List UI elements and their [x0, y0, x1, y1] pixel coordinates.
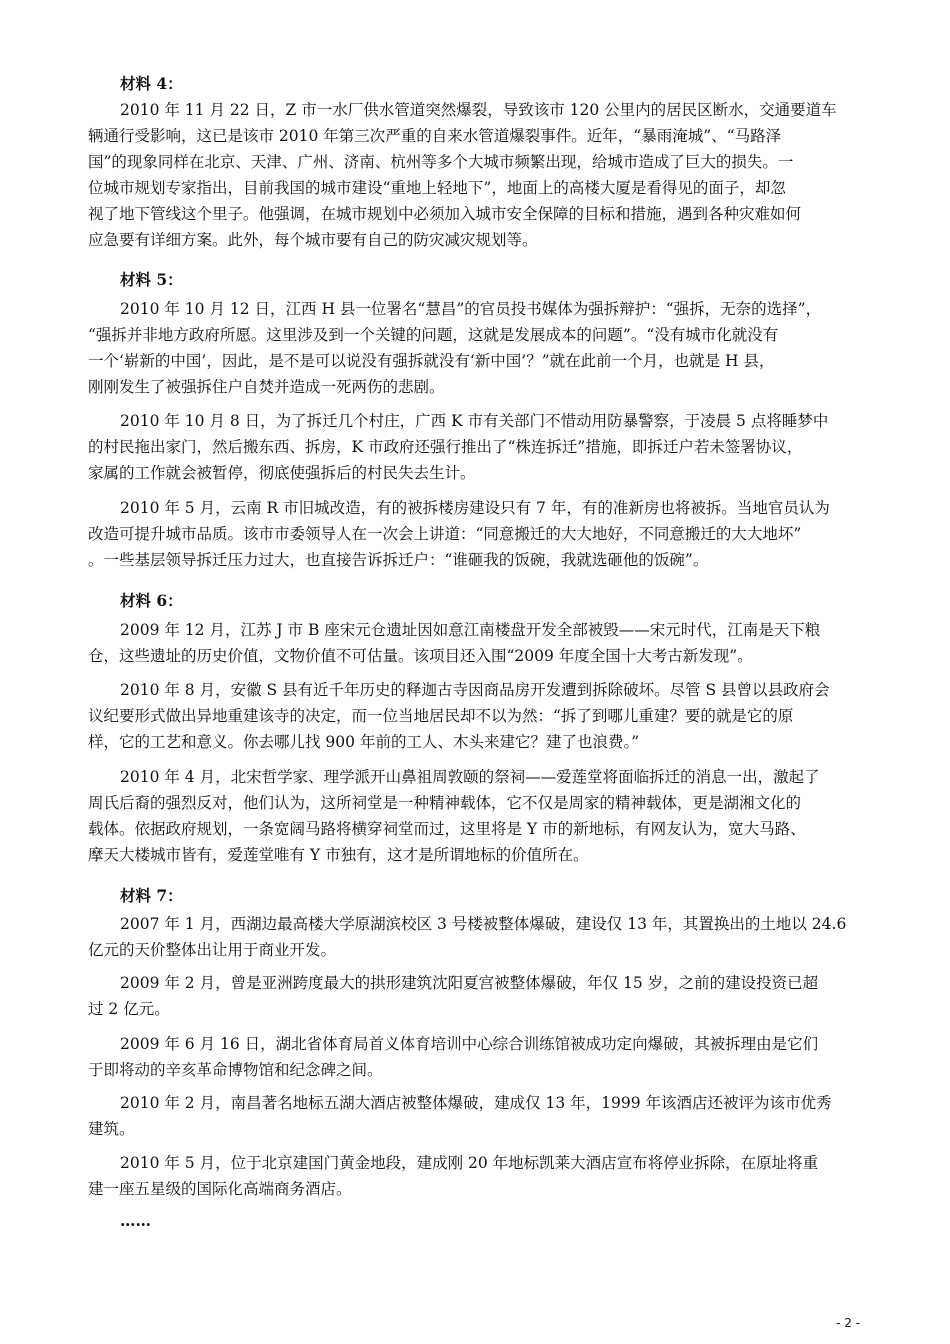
paragraph — [88, 1031, 878, 1083]
text-line: 载体。依据政府规划，一条宽阔马路将横穿祠堂而过，这里将是 Y 市的新地标，有网友认为，宽大马路、 — [88, 820, 806, 838]
text-line: 2009 年 6 月 16 日，湖北省体育局首义体育培训中心综合训练馆被成功定向爆破，其被拆理由是它们 — [120, 1035, 819, 1053]
paragraph — [88, 677, 878, 755]
text-line: 仓，这些遗址的历史价值，文物价值不可估量。该项目还入围“2009 年度全国十大考古新发现”。 — [88, 647, 753, 665]
text-line: 周氏后裔的强烈反对，他们认为，这所祠堂是一种精神载体，它不仅是周家的精神载体，更是湖湘文化的 — [88, 794, 802, 812]
paragraph — [88, 764, 878, 868]
text-line: 摩天大楼城市皆有，爱莲堂唯有 Y 市独有，这才是所谓地标的价值所在。 — [88, 846, 589, 864]
text-line: 2010 年 2 月，南昌著名地标五湖大酒店被整体爆破，建成仅 13 年，1999 年该酒店还被评为该市优秀 — [120, 1094, 832, 1112]
section-heading: 材料 6： — [120, 591, 183, 610]
section-heading: 材料 4： — [120, 74, 183, 93]
text-line: 亿元的天价整体出让用于商业开发。 — [88, 941, 337, 959]
section-heading: 材料 5： — [120, 270, 183, 289]
text-line: 改造可提升城市品质。该市市委领导人在一次会上讲道：“同意搬迁的大大地好，不同意搬迁的大大地坏” — [88, 525, 802, 543]
text-line: 应急要有详细方案。此外，每个城市要有自己的防灾减灾规划等。 — [88, 231, 538, 249]
text-line: 2010 年 5 月，云南 R 市旧城改造，有的被拆楼房建设只有 7 年，有的准新房也将被拆。当地官员认为 — [120, 499, 830, 517]
paragraph — [88, 296, 878, 400]
paragraph — [88, 408, 878, 486]
text-line: 2007 年 1 月，西湖边最高楼大学原湖滨校区 3 号楼被整体爆破，建设仅 13 年，其置换出的土地以 24.6 — [120, 915, 847, 933]
text-line: 刚刚发生了被强拆住户自焚并造成一死两伤的悲剧。 — [88, 378, 445, 396]
text-line: 家属的工作就会被暂停，彻底使强拆后的村民失去生计。 — [88, 464, 476, 482]
text-line: 2009 年 2 月，曾是亚洲跨度最大的拱形建筑沈阳夏宫被整体爆破，年仅 15 岁，之前的建设投资已超 — [120, 974, 819, 992]
text-line: 辆通行受影响，这已是该市 2010 年第三次严重的自来水管道爆裂事件。近年，“暴雨淹城”、“马路泽 — [88, 127, 782, 145]
text-line: 国”的现象同样在北京、天津、广州、济南、杭州等多个大城市频繁出现，给城市造成了巨大的损失。一 — [88, 153, 794, 171]
paragraph — [88, 911, 878, 963]
page-number: - 2 - — [836, 1316, 860, 1330]
text-line: 2010 年 11 月 22 日，Z 市一水厂供水管道突然爆裂，导致该市 120 公里内的居民区断水，交通要道车 — [120, 101, 837, 119]
text-line: 2009 年 12 月，江苏 J 市 B 座宋元仓遗址因如意江南楼盘开发全部被毁——宋元时代，江南是天下粮 — [120, 621, 821, 639]
paragraph — [88, 970, 878, 1022]
text-line: 2010 年 4 月，北宋哲学家、理学派开山鼻祖周敦颐的祭祠——爱莲堂将面临拆迁的消息一出，激起了 — [120, 768, 820, 786]
text-line: 2010 年 5 月，位于北京建国门黄金地段，建成刚 20 年地标凯莱大酒店宣布将停业拆除，在原址将重 — [120, 1154, 819, 1172]
text-line: 的村民拖出家门，然后搬东西、拆房，K 市政府还强行推出了“株连拆迁”措施，即拆迁户若未签署协议， — [88, 438, 803, 456]
text-line: 2010 年 10 月 8 日，为了拆迁几个村庄，广西 K 市有关部门不惜动用防暴警察，于凌晨 5 点将睡梦中 — [120, 412, 829, 430]
text-line: 于即将动的辛亥革命博物馆和纪念碑之间。 — [88, 1061, 383, 1079]
text-line: 过 2 亿元。 — [88, 1000, 170, 1018]
text-line: 视了地下管线这个里子。他强调，在城市规划中必须加入城市安全保障的目标和措施，遇到各种灾难如何 — [88, 205, 802, 223]
paragraph — [88, 97, 878, 253]
paragraph — [88, 1090, 878, 1142]
text-line: 建筑。 — [88, 1120, 135, 1138]
paragraph — [88, 495, 878, 573]
text-line: 建一座五星级的国际化高端商务酒店。 — [88, 1180, 352, 1198]
text-line: 议纪要形式做出异地重建该寺的决定，而一位当地居民却不以为然：“拆了到哪儿重建？要的就是它的原 — [88, 707, 794, 725]
text-line: “强拆并非地方政府所愿。这里涉及到一个关键的问题，这就是发展成本的问题”。“没有城市化就没有 — [88, 326, 779, 344]
section-heading: 材料 7： — [120, 886, 183, 905]
paragraph — [88, 617, 878, 669]
text-line: 位城市规划专家指出，目前我国的城市建设“重地上轻地下”，地面上的高楼大厦是看得见的面子，却忽 — [88, 179, 786, 197]
text-line: 一个‘崭新的中国’，因此，是不是可以说没有强拆就没有‘新中国’？”就在此前一个月，也就是 H 县， — [88, 352, 775, 370]
text-line: 2010 年 8 月，安徽 S 县有近千年历史的释迦古寺因商品房开发遭到拆除破坏。尽管 S 县曾以县政府会 — [120, 681, 830, 699]
text-line: 。一些基层领导拆迁压力过大，也直接告诉拆迁户：“谁砸我的饭碗，我就选砸他的饭碗”。 — [88, 551, 709, 569]
paragraph — [88, 1150, 878, 1202]
ellipsis: …… — [120, 1211, 151, 1230]
text-line: 2010 年 10 月 12 日，江西 H 县一位署名“慧昌”的官员投书媒体为强拆辩护：“强拆，无奈的选择”， — [120, 300, 822, 318]
text-line: 样，它的工艺和意义。你去哪儿找 900 年前的工人、木头来建它？建了也浪费。” — [88, 733, 640, 751]
